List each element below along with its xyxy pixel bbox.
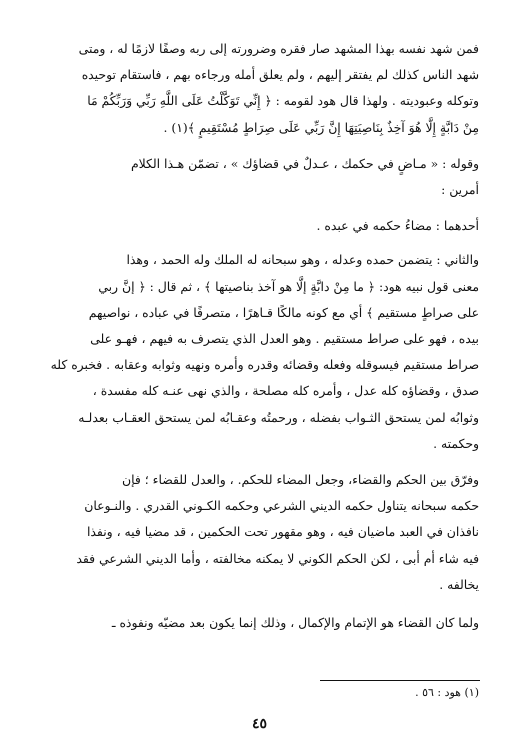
text-line: معنى قول نبيه هود: ﴿ ما مِنْ دابَّةٍ إلَّا هو آخذ بناصيتها ﴾ ، ثم قال : ﴿ إنَّ ربي <box>98 278 479 294</box>
text-line: ولما كان القضاء هو الإتمام والإكمال ، وذلك إنما يكون بعد مضيّه ونفوذه ـ <box>111 615 479 631</box>
footnote-divider <box>320 680 480 681</box>
paragraph-distinction <box>38 467 479 598</box>
text-line: أمرين : <box>441 182 479 198</box>
paragraph-second-point <box>38 247 479 457</box>
text-line: وثوابُه لمن يستحق الثـواب بفضله ، ورحمتُه وعقـابُه لمن يستحق العقـاب بعدلـه <box>78 409 479 425</box>
text-line: يخالفه . <box>439 576 479 592</box>
text-line: على صراطٍ مستقيم ﴾ أي مع كونه مالكًا قـاهرًا ، متصرفًا في عباده ، نواصيهم <box>88 304 479 320</box>
text-line: شهد الناس كذلك لم يفتقر إليهم ، ولم يعلق أمله ورجاءه بهم ، فاستقام توحيده <box>81 67 479 83</box>
text-line: وتوكله وعبوديته . ولهذا قال هود لقومه : ﴿ إِنِّي تَوَكَّلْتُ عَلَى اللَّهِ رَبِّي وَرَبِّكُمْ مَا <box>87 93 479 109</box>
text-line: حكمه سبحانه يتناول حكمه الديني الشرعي وحكمه الكـوني القدري . والنـوعان <box>84 498 479 514</box>
text-line: فيه شاء أم أبى ، لكن الحكم الكوني لا يمكنه مخالفته ، وأما الديني الشرعي فقد <box>76 550 479 566</box>
footnote: (١) هود : ٥٦ . <box>415 686 479 699</box>
paragraph-first-point <box>38 213 479 239</box>
text-line: وفرّق بين الحكم والقضاء، وجعل المضاء للحكم. ، والعدل للقضاء ؛ فإن <box>122 472 479 488</box>
text-line: نافذان في العبد ماضيان فيه ، وهو مقهور تحت الحكمين ، قد مضيا فيه ، ونفذا <box>86 524 479 540</box>
text-line: والثاني : يتضمن حمده وعدله ، وهو سبحانه له الملك وله الحمد ، وهذا <box>126 252 479 268</box>
text-line: صراط مستقيم فيسوقله وفعله وقضائه وقدره وأمره ونهيه وثوابه وعقابه . فخبره كله <box>50 357 479 373</box>
text-line: مِنْ دَابَّةٍ إِلَّا هُوَ آخِذٌ بِنَاصِيَتِهَا إِنَّ رَبِّي عَلَى صِرَاطٍ مُسْتَقِيمٍ ﴾(١) . <box>163 119 479 135</box>
text-line: بيده ، فهو على صراط مستقيم . وهو العدل الذي يتصرف به فيهم ، فهـو على <box>90 331 479 347</box>
page-number: ٤٥ <box>251 716 268 732</box>
text-line: وقوله : « مـاضٍ في حكمك ، عـدلٌ في قضاؤك » ، تضمّن هـذا الكلام <box>130 155 479 171</box>
text-line: صدق ، وقضاؤه كله عدل ، وأمره كله مصلحة ، والذي نهى عنـه كله مفسدة ، <box>92 383 479 399</box>
paragraph-closing <box>38 610 479 636</box>
text-line: فمن شهد نفسه بهذا المشهد صار فقره وضرورته إلى ربه وصفًا لازمًا له ، ومتى <box>78 41 479 56</box>
text-line: وحكمته . <box>433 435 479 451</box>
paragraph-tawakkul <box>38 36 479 141</box>
text-line: أحدهما : مضاءُ حكمه في عبده . <box>316 218 479 234</box>
paragraph-hukm-qada <box>38 151 479 203</box>
